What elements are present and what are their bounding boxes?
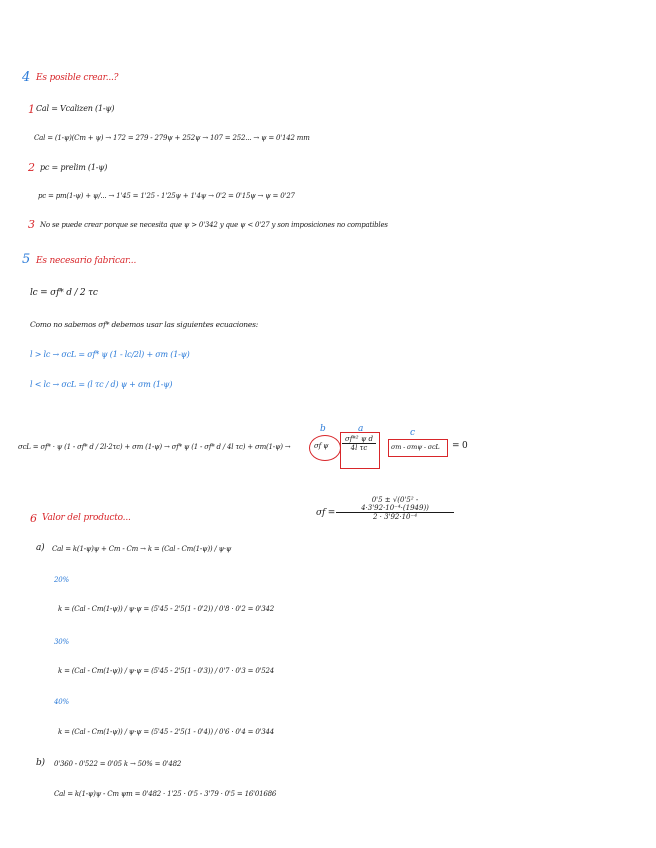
part-a-label: a) [36,543,45,553]
q1-text: Cal = Vcalizen (1-ψ) [36,104,115,113]
boxed-fraction-numerator: σf*² ψ d [342,435,376,444]
sec5-number: 5 [22,252,31,267]
condition-text: Como no sabemos σf* debemos usar las siguientes ecuaciones: [30,320,259,329]
k-30: k = (Cal - Cm(1-ψ)) / ψ·ψ = (5'45 - 2'5(1 - 0'3)) / 0'7 · 0'3 = 0'524 [58,667,275,675]
q1-number: 1 [28,103,35,116]
pct-30: 30% [54,638,69,646]
pct-40: 40% [54,698,69,706]
sigma-numerator: 0'5 ± √(0'5² - 4·3'92·10⁻⁴·(1949)) [336,496,454,513]
sec4-number: 4 [22,70,31,85]
sec6-number: 6 [30,512,37,525]
q2-number: 2 [28,161,35,174]
case1-equation: l > lc → σcL = σf* ψ (1 - lc/2l) + σm (1-ψ) [30,350,190,359]
sigma-lhs: σf = [316,508,336,518]
boxed-fraction-denominator: 4l τc [350,444,368,452]
case2-equation: l < lc → σcL = (l τc / d) ψ + σm (1-ψ) [30,380,173,389]
k-20: k = (Cal - Cm(1-ψ)) / ψ·ψ = (5'45 - 2'5(1 - 0'2)) / 0'8 · 0'2 = 0'342 [58,605,275,613]
equals-zero: = 0 [452,441,468,451]
q2-text: pc = prelim (1-ψ) [40,163,108,172]
lc-equation: lc = σf* d / 2 τc [30,288,98,298]
tag-a: a [358,424,364,434]
circled-term-text: σf ψ [314,442,329,450]
k-40: k = (Cal - Cm(1-ψ)) / ψ·ψ = (5'45 - 2'5(1 - 0'4)) / 0'6 · 0'4 = 0'344 [58,728,275,736]
long-equation: σcL = σf* · ψ (1 - σf* d / 2l·2τc) + σm (1-ψ) → σf* ψ (1 - σf* d / 4l τc) + σm(1-ψ) → [18,443,291,451]
tag-c: c [410,428,416,438]
q2-equation: pc = pm(1-ψ) + ψ/... → 1'45 = 1'25 - 1'25ψ + 1'4ψ → 0'2 = 0'15ψ → ψ = 0'27 [38,192,295,200]
sec6-heading: Valor del producto... [42,513,131,523]
sigma-fraction [336,496,454,521]
q1-equation: Cal = (1-ψ)(Cm + ψ) → 172 = 279 - 279ψ + 252ψ → 107 = 252... → ψ = 0'142 mm [34,134,310,142]
pct-20: 20% [54,576,69,584]
part-a-equation: Cal = k(1-ψ)ψ + Cm - Cm → k = (Cal - Cm(1-ψ)) / ψ·ψ [52,545,232,553]
q3-text: No se puede crear porque se necesita que ψ > 0'342 y que ψ < 0'27 y son imposiciones no compatibles [40,221,388,229]
part-b-label: b) [36,758,45,768]
part-b-text: 0'360 - 0'522 = 0'05 k → 50% = 0'482 [54,760,182,768]
sigma-denominator: 2 · 3'92·10⁻⁴ [372,513,418,521]
tag-b: b [320,424,326,434]
q3-number: 3 [28,218,35,231]
boxed-c-text: σm - σmψ - σcL [391,443,440,451]
sec4-heading: Es posible crear...? [36,73,119,83]
part-b-equation: Cal = k(1-ψ)ψ - Cm ψm = 0'482 · 1'25 · 0'5 - 3'79 · 0'5 = 16'01686 [54,790,277,798]
boxed-fraction [342,435,376,452]
sec5-heading: Es necesario fabricar... [36,256,137,266]
